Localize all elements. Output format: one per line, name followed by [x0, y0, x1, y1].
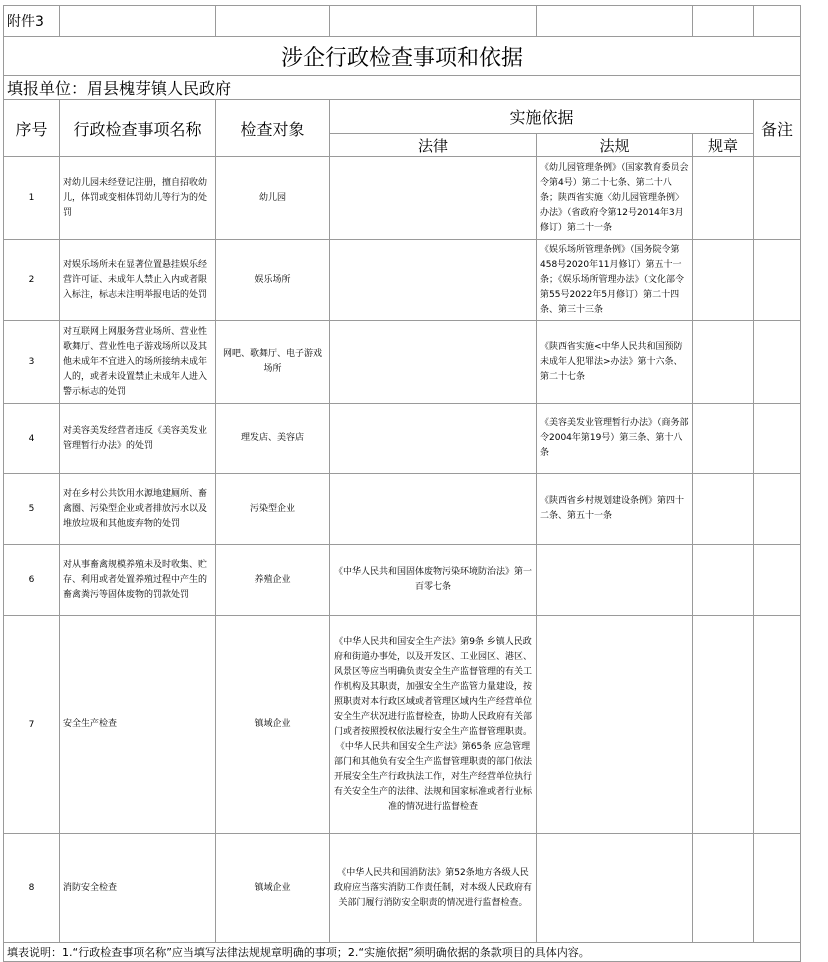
header-item-name: 行政检查事项名称 — [60, 100, 216, 157]
table-row — [4, 545, 801, 616]
row-seq: 8 — [4, 834, 60, 943]
row-target: 养殖企业 — [216, 545, 330, 616]
row-remark — [754, 157, 801, 240]
row-rule — [693, 157, 754, 240]
header-row-1 — [4, 100, 801, 134]
row-item-name: 消防安全检查 — [60, 834, 216, 943]
row-remark — [754, 616, 801, 834]
row-seq: 5 — [4, 474, 60, 545]
header-remark: 备注 — [754, 100, 801, 157]
row-regulation: 《娱乐场所管理条例》（国务院令第458号2020年11月修订）第五十一条；《娱乐场所管理办法》（文化部令第55号2022年5月修订）第二十四条、第三十三条 — [537, 240, 693, 321]
reporting-unit: 填报单位：眉县槐芽镇人民政府 — [4, 76, 801, 100]
row-seq: 4 — [4, 404, 60, 474]
row-regulation: 《陕西省乡村规划建设条例》第四十二条、第五十一条 — [537, 474, 693, 545]
title-row — [4, 37, 801, 76]
row-regulation: 《陕西省实施<中华人民共和国预防未成年人犯罪法>办法》第十六条、第二十七条 — [537, 321, 693, 404]
row-rule — [693, 404, 754, 474]
header-regulation: 法规 — [537, 134, 693, 157]
row-item-name: 对美容美发经营者违反《美容美发业管理暂行办法》的处罚 — [60, 404, 216, 474]
row-target: 网吧、歌舞厅、电子游戏场所 — [216, 321, 330, 404]
row-regulation — [537, 545, 693, 616]
row-law: 《中华人民共和国消防法》第52条地方各级人民政府应当落实消防工作责任制，对本级人民政府有关部门履行消防安全职责的情况进行监督检查。 — [330, 834, 537, 943]
row-seq: 3 — [4, 321, 60, 404]
row-rule — [693, 321, 754, 404]
row-target: 污染型企业 — [216, 474, 330, 545]
row-remark — [754, 545, 801, 616]
table-row — [4, 404, 801, 474]
header-seq: 序号 — [4, 100, 60, 157]
row-item-name: 对互联网上网服务营业场所、营业性歌舞厅、营业性电子游戏场所以及其他未成年不宜进入的场所接纳未成年人的，或者未设置禁止未成年人进入警示标志的处罚 — [60, 321, 216, 404]
row-remark — [754, 404, 801, 474]
inspection-table — [3, 5, 801, 962]
row-law — [330, 240, 537, 321]
header-rule: 规章 — [693, 134, 754, 157]
row-item-name: 安全生产检查 — [60, 616, 216, 834]
row-seq: 7 — [4, 616, 60, 834]
table-row — [4, 240, 801, 321]
row-target: 娱乐场所 — [216, 240, 330, 321]
table-row — [4, 157, 801, 240]
row-rule — [693, 616, 754, 834]
row-law: 《中华人民共和国安全生产法》第9条 乡镇人民政府和街道办事处，以及开发区、工业园区、港区、风景区等应当明确负责安全生产监督管理的有关工作机构及其职责，加强安全生产监管力量建设，按照职责对本行政区域或者管理区域内生产经营单位安全生产状况进行监督检查，协助人民政府有关部门或者按照授权依法履行安全生产监督管理职责。 《中华人民共和国安全生产法》第65条 应急管理部门和其他负有安全生产监督管理职责的部门依法开展安全生产行政执法工作，对生产经营单位执行有关安全生产的法律、法规和国家标准或者行业标准的情况进行监督检查 — [330, 616, 537, 834]
unit-row — [4, 76, 801, 100]
row-target: 镇域企业 — [216, 834, 330, 943]
row-regulation — [537, 834, 693, 943]
page-title: 涉企行政检查事项和依据 — [4, 37, 801, 76]
row-rule — [693, 834, 754, 943]
row-regulation: 《幼儿园管理条例》（国家教育委员会令第4号）第二十七条、第二十八条；陕西省实施〈幼儿园管理条例〉办法》（省政府令第12号2014年3月修订）第二十一条 — [537, 157, 693, 240]
row-rule — [693, 474, 754, 545]
row-target: 理发店、美容店 — [216, 404, 330, 474]
row-remark — [754, 474, 801, 545]
footnote: 填表说明：1.“行政检查事项名称”应当填写法律法规规章明确的事项；2.“实施依据”须明确依据的条款项目的具体内容。 — [4, 943, 801, 962]
row-rule — [693, 240, 754, 321]
row-item-name: 对幼儿园未经登记注册，擅自招收幼儿，体罚或变相体罚幼儿等行为的处罚 — [60, 157, 216, 240]
row-remark — [754, 834, 801, 943]
row-seq: 2 — [4, 240, 60, 321]
row-law — [330, 321, 537, 404]
row-seq: 1 — [4, 157, 60, 240]
row-target: 幼儿园 — [216, 157, 330, 240]
table-row — [4, 474, 801, 545]
table-row — [4, 616, 801, 834]
row-law — [330, 474, 537, 545]
row-remark — [754, 240, 801, 321]
row-law: 《中华人民共和国固体废物污染环境防治法》第一百零七条 — [330, 545, 537, 616]
header-target: 检查对象 — [216, 100, 330, 157]
row-seq: 6 — [4, 545, 60, 616]
row-law — [330, 404, 537, 474]
table-row — [4, 834, 801, 943]
attachment-row — [4, 6, 801, 37]
footnote-row — [4, 943, 801, 962]
row-target: 镇域企业 — [216, 616, 330, 834]
row-item-name: 对娱乐场所未在显著位置悬挂娱乐经营许可证、未成年人禁止入内或者限入标注，标志未注明举报电话的处罚 — [60, 240, 216, 321]
row-item-name: 对在乡村公共饮用水源地建厕所、畜禽圈、污染型企业或者排放污水以及堆放垃圾和其他废弃物的处罚 — [60, 474, 216, 545]
row-regulation: 《美容美发业管理暂行办法》（商务部令2004年第19号）第三条、第十八条 — [537, 404, 693, 474]
row-law — [330, 157, 537, 240]
attachment-label: 附件3 — [4, 6, 60, 37]
row-rule — [693, 545, 754, 616]
header-law: 法律 — [330, 134, 537, 157]
row-item-name: 对从事畜禽规模养殖未及时收集、贮存、利用或者处置养殖过程中产生的畜禽粪污等固体废物的罚款处罚 — [60, 545, 216, 616]
header-basis: 实施依据 — [330, 100, 754, 134]
table-row — [4, 321, 801, 404]
row-regulation — [537, 616, 693, 834]
row-remark — [754, 321, 801, 404]
